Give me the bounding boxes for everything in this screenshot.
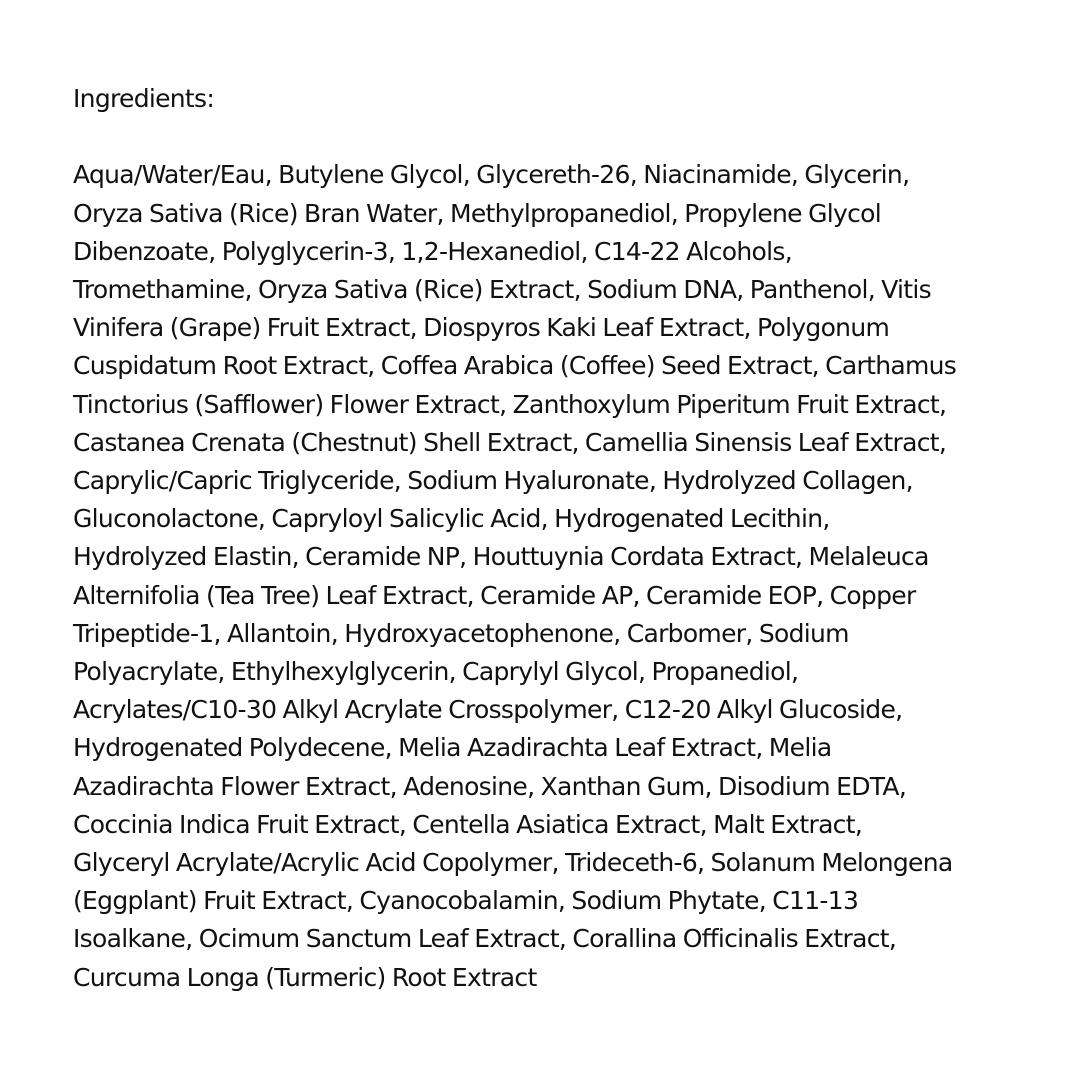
ingredients-line: Cuspidatum Root Extract, Coffea Arabica (Coffee) Seed Extract, Carthamus (73, 351, 957, 381)
ingredients-line: Dibenzoate, Polyglycerin-3, 1,2-Hexanediol, C14-22 Alcohols, (73, 236, 792, 266)
ingredients-line: (Eggplant) Fruit Extract, Cyanocobalamin, Sodium Phytate, C11-13 (73, 886, 859, 916)
ingredients-line: Curcuma Longa (Turmeric) Root Extract (73, 962, 537, 992)
ingredients-line: Alternifolia (Tea Tree) Leaf Extract, Ceramide AP, Ceramide EOP, Copper (73, 580, 916, 610)
ingredients-label (73, 80, 1013, 997)
ingredients-heading: Ingredients: (73, 84, 215, 113)
ingredients-line: Acrylates/C10-30 Alkyl Acrylate Crosspolymer, C12-20 Alkyl Glucoside, (73, 695, 903, 725)
ingredients-line: Aqua/Water/Eau, Butylene Glycol, Glycereth-26, Niacinamide, Glycerin, (73, 160, 910, 190)
ingredients-line: Hydrogenated Polydecene, Melia Azadirachta Leaf Extract, Melia (73, 733, 832, 763)
ingredients-line: Vinifera (Grape) Fruit Extract, Diospyros Kaki Leaf Extract, Polygonum (73, 313, 890, 343)
ingredients-line: Tripeptide-1, Allantoin, Hydroxyacetophenone, Carbomer, Sodium (73, 618, 849, 648)
ingredients-line: Glyceryl Acrylate/Acrylic Acid Copolymer, Trideceth-6, Solanum Melongena (73, 848, 953, 878)
heading-spacer (73, 118, 1013, 156)
ingredients-line: Isoalkane, Ocimum Sanctum Leaf Extract, Corallina Officinalis Extract, (73, 924, 897, 954)
ingredients-line: Castanea Crenata (Chestnut) Shell Extract, Camellia Sinensis Leaf Extract, (73, 427, 947, 457)
ingredients-line: Hydrolyzed Elastin, Ceramide NP, Houttuynia Cordata Extract, Melaleuca (73, 542, 929, 572)
ingredients-line: Tromethamine, Oryza Sativa (Rice) Extract, Sodium DNA, Panthenol, Vitis (73, 275, 931, 304)
ingredients-text (73, 156, 1013, 996)
ingredients-line: Azadirachta Flower Extract, Adenosine, Xanthan Gum, Disodium EDTA, (73, 771, 907, 801)
ingredients-line: Polyacrylate, Ethylhexylglycerin, Caprylyl Glycol, Propanediol, (73, 657, 799, 687)
ingredients-line: Tinctorius (Safflower) Flower Extract, Zanthoxylum Piperitum Fruit Extract, (73, 389, 947, 419)
ingredients-line: Caprylic/Capric Triglyceride, Sodium Hyaluronate, Hydrolyzed Collagen, (73, 466, 913, 496)
ingredients-line: Coccinia Indica Fruit Extract, Centella Asiatica Extract, Malt Extract, (73, 809, 863, 839)
ingredients-line: Oryza Sativa (Rice) Bran Water, Methylpropanediol, Propylene Glycol (73, 198, 881, 228)
ingredients-line: Gluconolactone, Capryloyl Salicylic Acid, Hydrogenated Lecithin, (73, 504, 830, 534)
